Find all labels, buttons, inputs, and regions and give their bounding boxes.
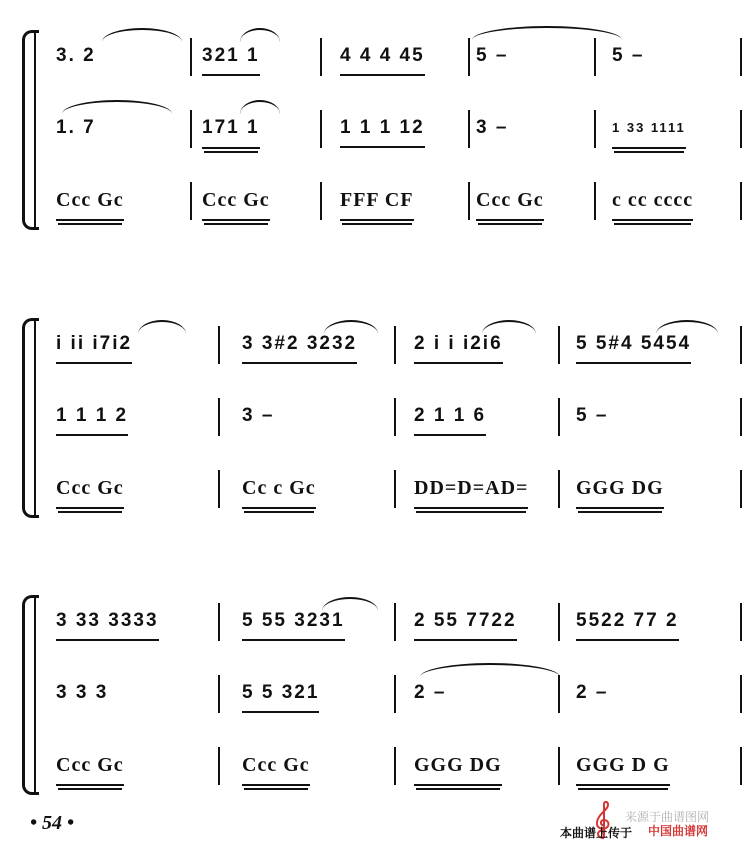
measure: 171 1	[202, 116, 260, 149]
barline	[218, 470, 220, 508]
measure: FFF CF	[340, 188, 414, 221]
score-system-3	[22, 595, 730, 795]
measure: Ccc Gc	[202, 188, 270, 221]
measure: 5 –	[576, 405, 609, 426]
slur	[138, 320, 186, 334]
barline	[394, 747, 396, 785]
barline	[394, 326, 396, 364]
measure: c cc cccc	[612, 188, 693, 221]
voice-row-chords	[42, 462, 730, 522]
measure: Ccc Gc	[56, 188, 124, 221]
measure: 4 4 4 45	[340, 44, 425, 76]
voice-row-melody	[42, 595, 730, 655]
measure: 1 1 1 2	[56, 404, 128, 436]
barline	[218, 326, 220, 364]
measure: GGG DG	[576, 476, 664, 509]
measure: 3 3 3	[56, 682, 109, 703]
barline	[320, 182, 322, 220]
system-brace-line	[34, 30, 36, 230]
barline	[740, 470, 742, 508]
barline	[320, 110, 322, 148]
slur	[240, 28, 280, 42]
measure: 321 1	[202, 44, 260, 76]
barline	[740, 326, 742, 364]
voice-row-harmony	[42, 390, 730, 450]
measure: Cc c Gc	[242, 476, 316, 509]
barline	[394, 398, 396, 436]
voice-row-harmony	[42, 102, 730, 162]
barline	[740, 38, 742, 76]
measure: 3 –	[242, 405, 275, 426]
voice-row-melody	[42, 30, 730, 90]
measure: 2 55 7722	[414, 609, 517, 641]
barline	[594, 38, 596, 76]
barline	[468, 38, 470, 76]
measure: 5 –	[476, 45, 509, 66]
measure: 5 55 3231	[242, 609, 345, 641]
measure: 2 i i i2i6	[414, 332, 503, 364]
barline	[218, 603, 220, 641]
system-brace	[22, 595, 39, 795]
score-system-2	[22, 318, 730, 518]
brand-logo-text: 中国曲谱网	[648, 824, 709, 838]
barline	[740, 182, 742, 220]
measure: GGG D G	[576, 753, 670, 786]
measure: i ii i7i2	[56, 332, 132, 364]
watermark-text: 来源于曲谱图网	[625, 810, 710, 824]
slur	[240, 100, 280, 114]
measure: 1 33 1111	[612, 116, 686, 149]
voice-row-chords	[42, 739, 730, 799]
measure: 3 3#2 3232	[242, 332, 357, 364]
measure: GGG DG	[414, 753, 502, 786]
measure: 3 33 3333	[56, 609, 159, 641]
measure: 2 –	[414, 682, 447, 703]
barline	[558, 470, 560, 508]
voice-row-melody	[42, 318, 730, 378]
slur	[102, 28, 182, 42]
measure: 5 5 321	[242, 681, 319, 713]
barline	[218, 747, 220, 785]
barline	[740, 603, 742, 641]
score-system-1	[22, 30, 730, 230]
measure: 5 5#4 5454	[576, 332, 691, 364]
barline	[740, 747, 742, 785]
slur	[62, 100, 172, 114]
barline	[558, 398, 560, 436]
measure: 2 1 1 6	[414, 404, 486, 436]
barline	[394, 603, 396, 641]
measure: Ccc Gc	[476, 188, 544, 221]
slur	[420, 663, 560, 677]
measure: 3. 2	[56, 45, 96, 66]
measure: Ccc Gc	[242, 753, 310, 786]
barline	[468, 110, 470, 148]
barline	[394, 470, 396, 508]
slur	[472, 26, 622, 40]
measure: Ccc Gc	[56, 476, 124, 509]
barline	[594, 110, 596, 148]
barline	[740, 110, 742, 148]
barline	[558, 747, 560, 785]
measure: 5522 77 2	[576, 609, 679, 641]
system-brace	[22, 30, 39, 230]
barline	[558, 603, 560, 641]
barline	[558, 675, 560, 713]
barline	[558, 326, 560, 364]
barline	[218, 398, 220, 436]
barline	[740, 675, 742, 713]
voice-row-chords	[42, 174, 730, 234]
barline	[594, 182, 596, 220]
system-brace-line	[34, 318, 36, 518]
page-number: • 54 •	[30, 812, 75, 834]
barline	[190, 38, 192, 76]
source-note: 本曲谱上传于	[560, 826, 633, 840]
measure: 2 –	[576, 682, 609, 703]
barline	[468, 182, 470, 220]
barline	[320, 38, 322, 76]
measure: DD=D=AD=	[414, 476, 528, 509]
voice-row-harmony	[42, 667, 730, 727]
measure: 5 –	[612, 45, 645, 66]
barline	[740, 398, 742, 436]
barline	[218, 675, 220, 713]
system-brace-line	[34, 595, 36, 795]
measure: Ccc Gc	[56, 753, 124, 786]
barline	[190, 182, 192, 220]
barline	[190, 110, 192, 148]
measure: 1 1 1 12	[340, 116, 425, 148]
measure: 1. 7	[56, 117, 96, 138]
system-brace	[22, 318, 39, 518]
measure: 3 –	[476, 117, 509, 138]
barline	[394, 675, 396, 713]
